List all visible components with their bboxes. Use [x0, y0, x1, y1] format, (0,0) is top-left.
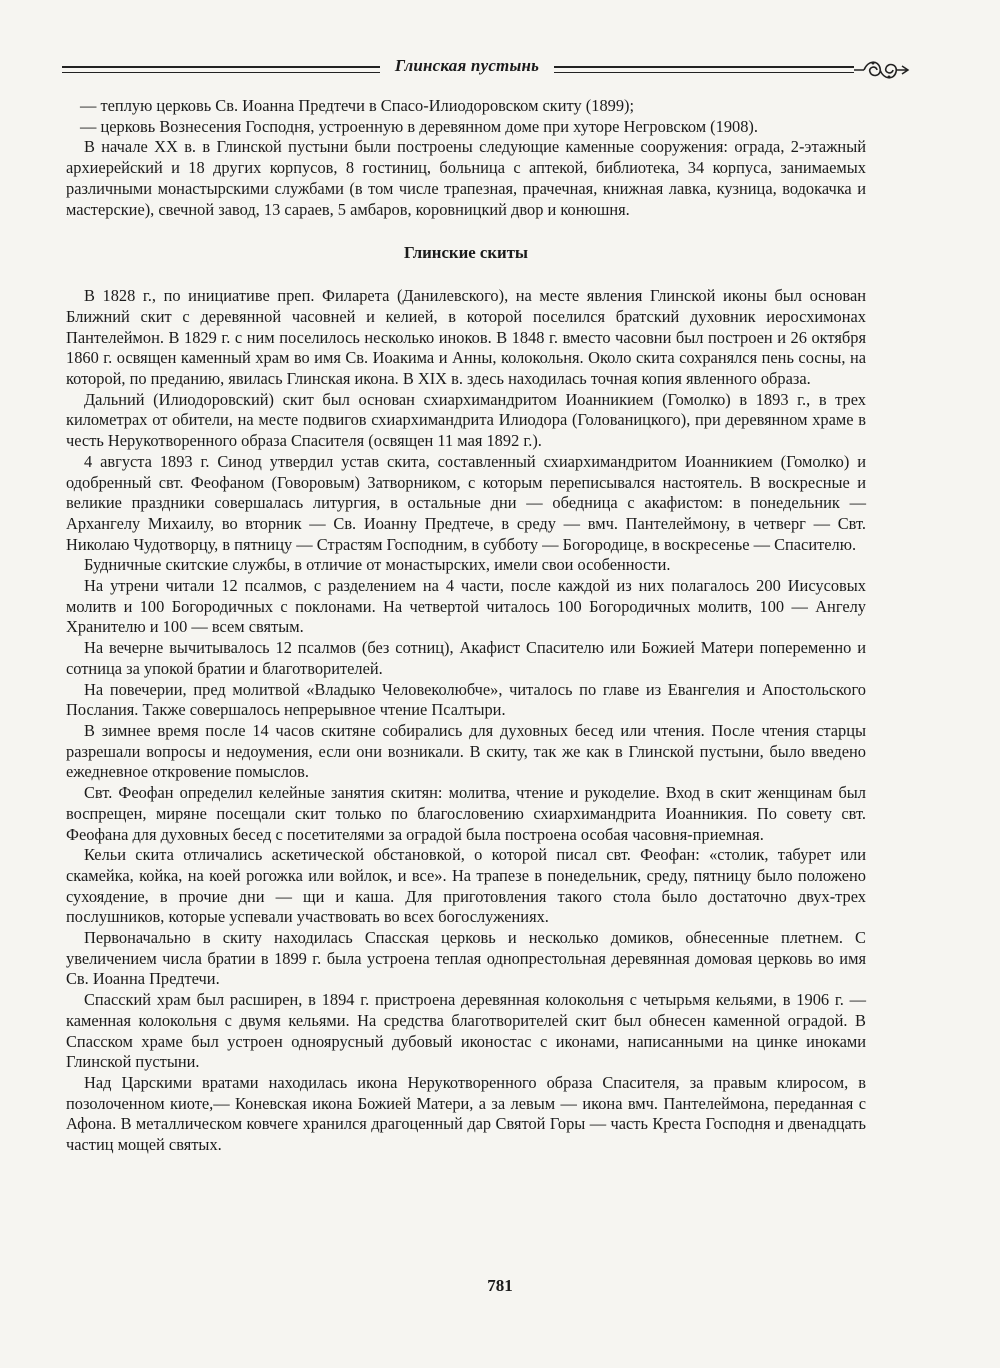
header-rule-right-thin [554, 72, 854, 73]
paragraph: На утрени читали 12 псалмов, с разделением на 4 части, после каждой из них полагалось 200 Иисусовых молитв и 100 Богородичных с поклонами. На четвертой читалось 100 Богородичных молитв, 100 — Ангелу Хранителю и 100 — всем святым. [66, 576, 866, 637]
paragraph: Спасский храм был расширен, в 1894 г. пристроена деревянная колокольня с четырьмя кельями, в 1906 г. — каменная колокольня с двумя кельями. На средства благотворителей скит был обнесен каменной оградой. В Спасском храме был устроен одноярусный дубовый иконостас с иконами, написанными на цинке иноками Глинской пустыни. [66, 990, 866, 1072]
page-number: 781 [487, 1276, 513, 1295]
floral-ornament-icon [852, 56, 912, 84]
list-item: — церковь Вознесения Господня, устроенную в деревянном доме при хуторе Негровском (1908). [80, 116, 758, 136]
paragraph: Над Царскими вратами находилась икона Нерукотворенного образа Спасителя, за правым клиросом, в позолоченном киоте,— Коневская икона Божией Матери, а за левым — икона вмч. Пантелеймона, переданная с Афона. В металлическом ковчеге хранился драгоценный дар Святой Горы — часть Креста Господня и двенадцать частиц мощей святых. [66, 1072, 866, 1155]
paragraph: Первоначально в скиту находилась Спасская церковь и несколько домиков, обнесенные плетнем. С увеличением числа братии в 1899 г. была устроена теплая однопрестольная деревянная домовая церковь во имя Св. Иоанна Предтечи. [66, 928, 866, 989]
paragraph: На вечерне вычитывалось 12 псалмов (без сотниц), Акафист Спасителю или Божией Матери попеременно и сотница за упокой братии и благотворителей. [66, 638, 866, 678]
paragraph: 4 августа 1893 г. Синод утвердил устав скита, составленный схиархимандритом Иоанникием (Гомолко) и одобренный свт. Феофаном (Говоровым) Затворником, с которым переписывался настоятель. В воскресные и великие праздники совершалась литургия, в остальные дни — обедница с акафистом: в понедельник — Архангелу Михаилу, во вторник — Св. Иоанну Предтече, в среду — вмч. Пантелеймону, в четверг — Свт. Николаю Чудотворцу, в пятницу — Страстям Господним, в субботу — Богородице, в воскресенье — Спасителю. [66, 451, 866, 554]
paragraph: В 1828 г., по инициативе преп. Филарета (Данилевского), на месте явления Глинской иконы был основан Ближний скит с деревянной часовней и келией, в которой поселился братский духовник иеросхимонах Пантелеймон. В 1829 г. с ним поселилось несколько иноков. В 1848 г. вместо часовни был построен и 26 октября 1860 г. освящен каменный храм во имя Св. Иоакима и Анны, колокольня. Около скита сохранялся пень сосны, на которой, по преданию, явилась Глинская икона. В XIX в. здесь находилась точная копия явленного образа. [66, 286, 866, 389]
running-header [62, 54, 912, 84]
paragraph: В зимнее время после 14 часов скитяне собирались для духовных бесед или чтения. После чтения старцы разрешали вопросы и недоумения, если они возникали. В скиту, так же как в Глинской пустыни, было введено ежедневное откровение помыслов. [66, 720, 866, 782]
header-rule-left-thin [62, 72, 380, 73]
page-text [66, 96, 866, 1156]
header-rule-right [554, 66, 854, 68]
paragraph: Кельи скита отличались аскетической обстановкой, о которой писал свт. Феофан: «столик, табурет или скамейка, койка, на коей рогожка или войлок, и все». На трапезе в понедельник, среду, пятницу было положено сухоядение, в прочие дни — щи и каша. Для приготовления такого стола было достаточно двух-трех послушников, которые успевали участвовать во всех богослужениях. [66, 845, 866, 927]
paragraph: Свт. Феофан определил келейные занятия скитян: молитва, чтение и рукоделие. Вход в скит женщинам был воспрещен, миряне посещали скит только по благословению схиархимандрита Иоанникия. По совету свт. Феофана для духовных бесед с посетителями за оградой была построена особая часовня-приемная. [66, 783, 866, 844]
paragraph: Дальний (Илиодоровский) скит был основан схиархимандритом Иоанникием (Гомолко) в 1893 г., в трех километрах от обители, на месте подвигов схиархимандрита Илиодора (Голованицкого), при деревянном храме в честь Нерукотворенного образа Спасителя (освящен 11 мая 1892 г.). [66, 389, 866, 451]
list-item: — теплую церковь Св. Иоанна Предтечи в Спасо-Илиодоровском скиту (1899); [80, 96, 635, 115]
paragraph: Будничные скитские службы, в отличие от монастырских, имели свои особенности. [84, 555, 671, 575]
section-heading: Глинские скиты [403, 243, 529, 263]
running-title: Глинская пустынь [394, 56, 540, 75]
header-rule-left [62, 66, 380, 68]
paragraph: В начале XX в. в Глинской пустыни были построены следующие каменные сооружения: ограда, 2-этажный архиерейский и 18 других корпусов, 8 гостиниц, больница с аптекой, библиотека, 34 корпуса, занимаемых различными монастырскими службами (в том числе трапезная, прачечная, книжная лавка, кузница, водокачка и мастерские), свечной завод, 13 сараев, 5 амбаров, коровницкий двор и конюшня. [66, 137, 866, 219]
paragraph: На повечерии, пред молитвой «Владыко Человеколюбче», читалось по главе из Евангелия и Апостольского Послания. Также совершалось непрерывное чтение Псалтыри. [66, 679, 866, 720]
